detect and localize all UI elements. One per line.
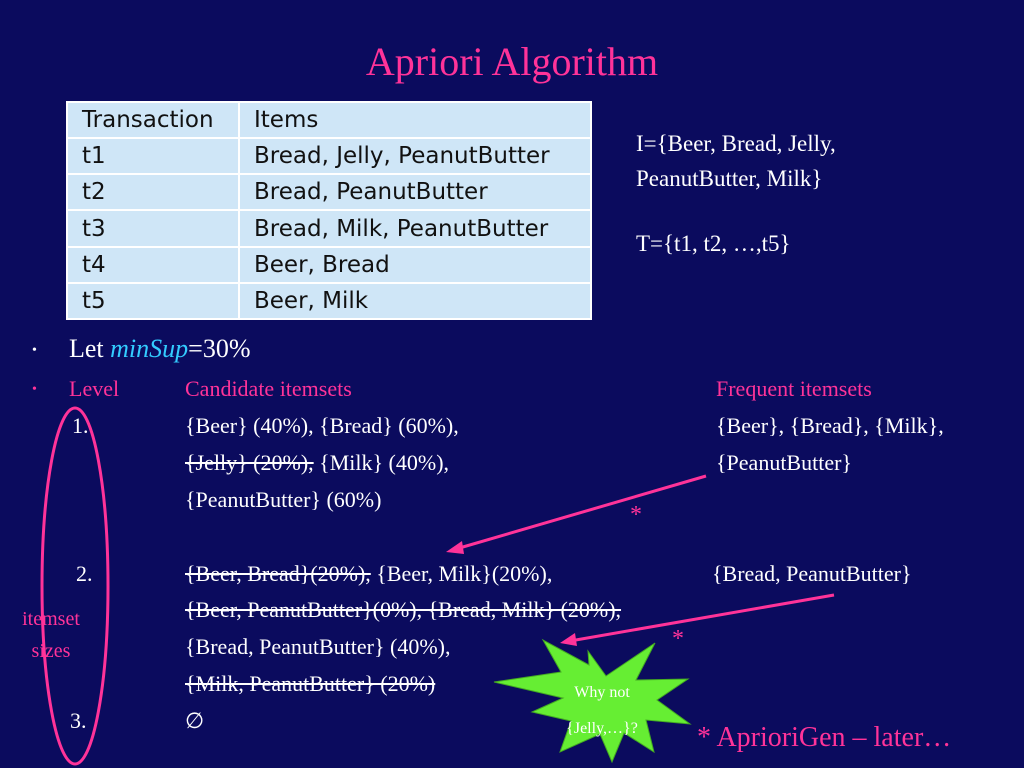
- pruned-itemset: {Jelly} (20%),: [185, 450, 314, 475]
- transaction-set-T: T={t1, t2, …,t5}: [636, 231, 791, 256]
- candidate-header: Candidate itemsets: [185, 376, 352, 401]
- table-cell: t5: [67, 283, 239, 319]
- table-cell: t3: [67, 210, 239, 246]
- table-cell: t4: [67, 247, 239, 283]
- bullet-dot: •: [32, 343, 37, 358]
- l2-candidates-c: {Bread, PeanutButter} (40%),: [185, 634, 451, 659]
- table-cell: t2: [67, 174, 239, 210]
- table-header: Transaction: [67, 102, 239, 138]
- level-2-number: 2.: [76, 561, 93, 586]
- table-cell: Beer, Bread: [239, 247, 591, 283]
- l1-candidates-a: {Beer} (40%), {Bread} (60%),: [185, 413, 459, 438]
- minsup-value: =30%: [188, 334, 251, 363]
- table-cell: Bread, PeanutButter: [239, 174, 591, 210]
- minsup-name: minSup: [110, 334, 189, 363]
- candidate-itemset: {Milk} (40%),: [313, 450, 450, 475]
- frequent-header: Frequent itemsets: [716, 376, 872, 401]
- itemset-I: I={Beer, Bread, Jelly, PeanutButter, Milk}: [636, 131, 836, 191]
- apriorigen-note: * AprioriGen – later…: [697, 722, 952, 753]
- level-3-number: 3.: [70, 708, 87, 733]
- pruned-itemset: {Beer, PeanutButter}(0%), {Bread, Milk} (20%),: [185, 597, 622, 622]
- arrow-line: [456, 476, 706, 549]
- candidate-itemset: {Beer, Milk}(20%),: [370, 561, 553, 586]
- arrow-head: [560, 633, 577, 646]
- arrow-line: [570, 595, 834, 641]
- let-prefix: Let: [69, 334, 111, 363]
- starburst-text: Why not {Jelly,…}?: [566, 684, 638, 737]
- pruned-itemset: {Milk, PeanutButter} (20%): [185, 671, 436, 696]
- l2-frequent: {Bread, PeanutButter}: [712, 561, 912, 586]
- l1-frequent-a: {Beer}, {Bread}, {Milk},: [716, 413, 944, 438]
- star-marker: *: [672, 626, 684, 652]
- l1-candidates-c: {PeanutButter} (60%): [185, 487, 382, 512]
- table-cell: t1: [67, 138, 239, 174]
- table-cell: Beer, Milk: [239, 283, 591, 319]
- l1-frequent-b: {PeanutButter}: [716, 450, 852, 475]
- table-cell: Bread, Jelly, PeanutButter: [239, 138, 591, 174]
- itemset-sizes-label: itemset sizes: [22, 608, 80, 662]
- table-header: Items: [239, 102, 591, 138]
- arrow-head: [446, 541, 464, 554]
- table-cell: Bread, Milk, PeanutButter: [239, 210, 591, 246]
- empty-set: ∅: [185, 708, 205, 733]
- pruned-itemset: {Beer, Bread}(20%),: [185, 561, 371, 586]
- slide-title: Apriori Algorithm: [365, 39, 659, 84]
- level-ellipse: [42, 408, 108, 764]
- star-marker: *: [630, 502, 642, 528]
- level-header: Level: [69, 376, 120, 401]
- bullet-dot: •: [32, 382, 37, 397]
- level-1-number: 1.: [72, 413, 89, 438]
